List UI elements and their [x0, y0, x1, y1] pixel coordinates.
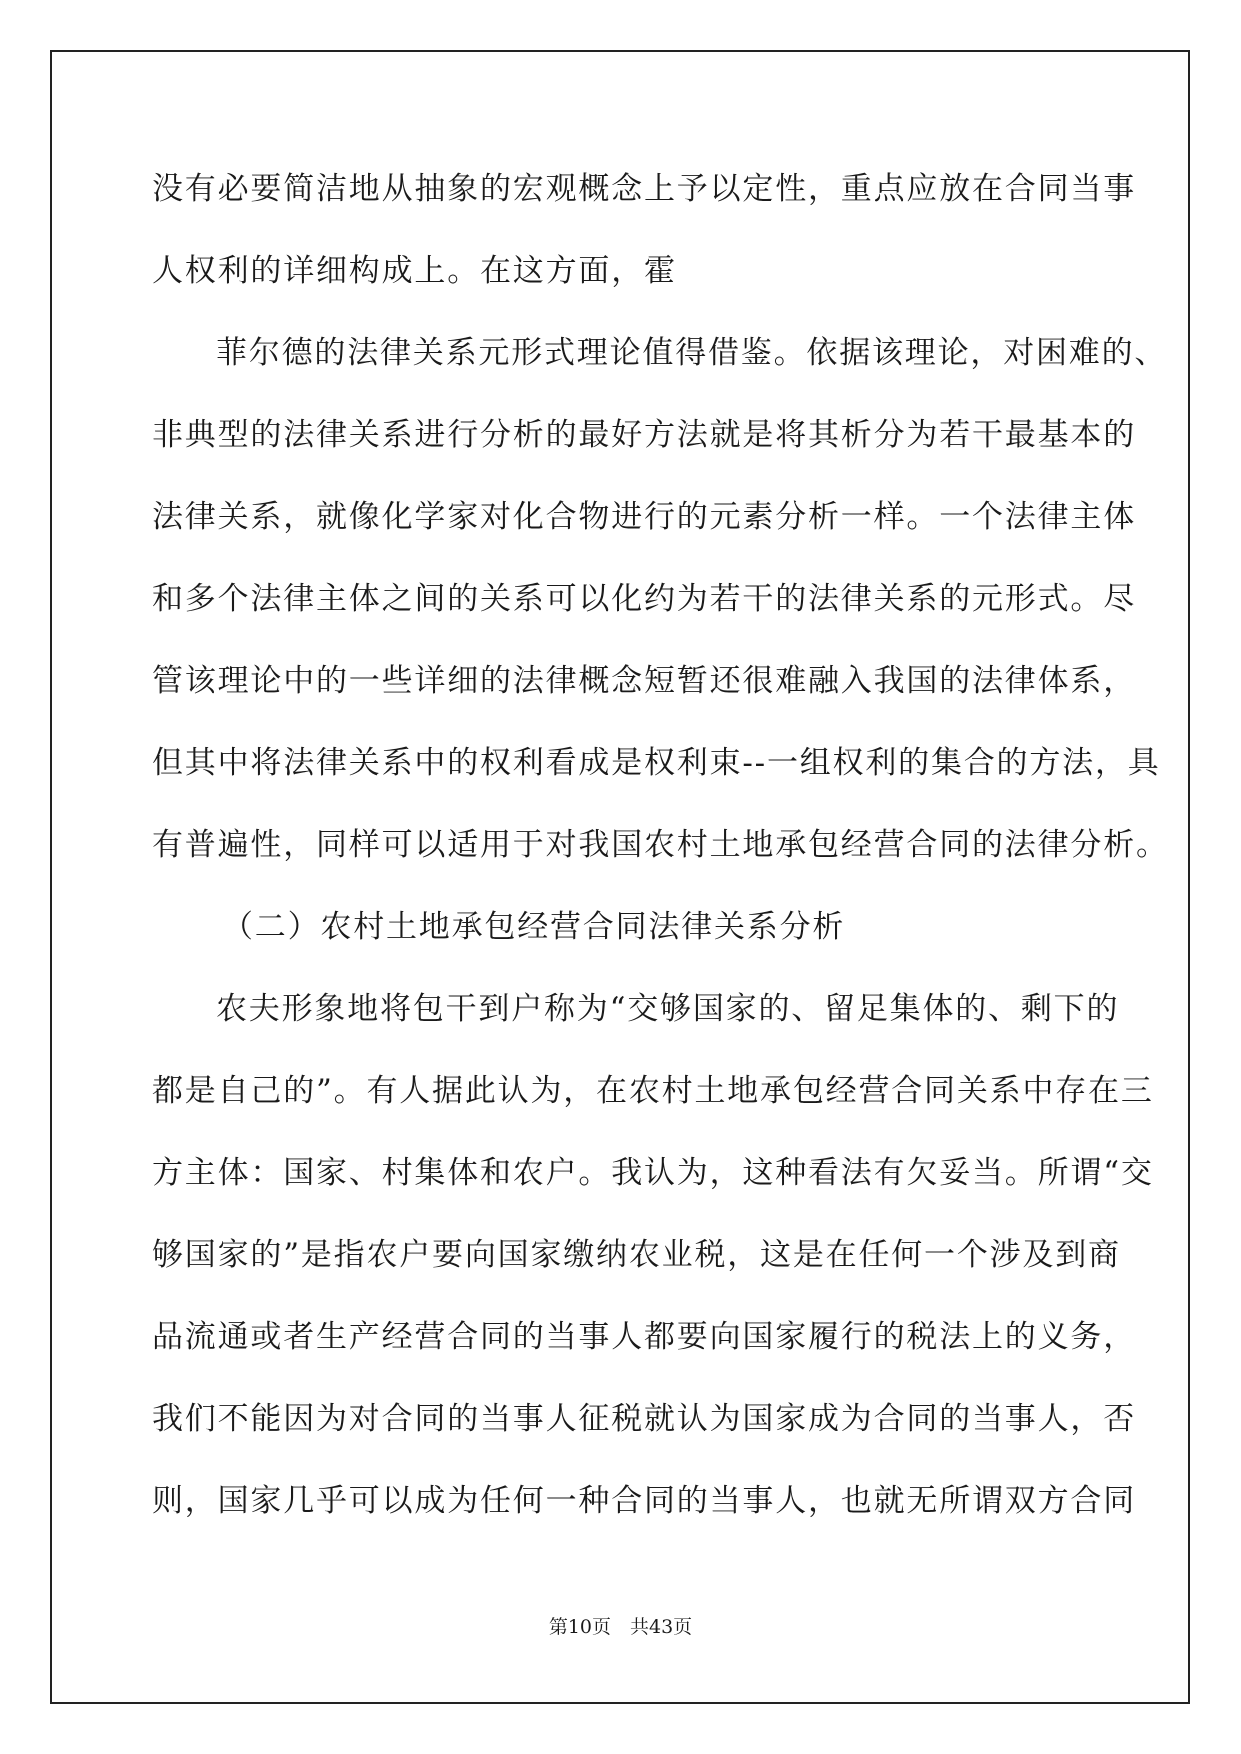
text-line: 有普遍性，同样可以适用于对我国农村土地承包经营合同的法律分析。 [152, 827, 1169, 863]
page-footer [0, 1612, 1241, 1639]
text-line: 都是自己的”。有人据此认为，在农村土地承包经营合同关系中存在三 [152, 1073, 1154, 1109]
text-line: 管该理论中的一些详细的法律概念短暂还很难融入我国的法律体系， [152, 663, 1136, 699]
text-line: 品流通或者生产经营合同的当事人都要向国家履行的税法上的义务， [152, 1319, 1136, 1355]
text-line: 我们不能因为对合同的当事人征税就认为国家成为合同的当事人，否 [152, 1401, 1136, 1437]
text-line: 够国家的”是指农户要向国家缴纳农业税，这是在任何一个涉及到商 [152, 1237, 1121, 1273]
text-line: 方主体：国家、村集体和农户。我认为，这种看法有欠妥当。所谓“交 [152, 1155, 1154, 1191]
page-number: 第10页 共43页 [548, 1616, 693, 1638]
paragraph-start: 农夫形象地将包干到户称为“交够国家的、留足集体的、剩下的 [216, 991, 1120, 1027]
document-body [152, 163, 1169, 1557]
text-line: 法律关系，就像化学家对化合物进行的元素分析一样。一个法律主体 [152, 499, 1136, 535]
section-heading: （二）农村土地承包经营合同法律关系分析 [222, 909, 846, 945]
text-line: 则，国家几乎可以成为任何一种合同的当事人，也就无所谓双方合同 [152, 1483, 1136, 1519]
text-line: 人权利的详细构成上。在这方面，霍 [152, 253, 677, 289]
text-line: 没有必要简洁地从抽象的宏观概念上予以定性，重点应放在合同当事 [152, 171, 1136, 207]
text-line: 但其中将法律关系中的权利看成是权利束--一组权利的集合的方法，具 [152, 745, 1161, 781]
text-line: 和多个法律主体之间的关系可以化约为若干的法律关系的元形式。尽 [152, 581, 1136, 617]
text-line: 非典型的法律关系进行分析的最好方法就是将其析分为若干最基本的 [152, 417, 1136, 453]
paragraph-start: 菲尔德的法律关系元形式理论值得借鉴。依据该理论，对困难的、 [216, 335, 1168, 371]
